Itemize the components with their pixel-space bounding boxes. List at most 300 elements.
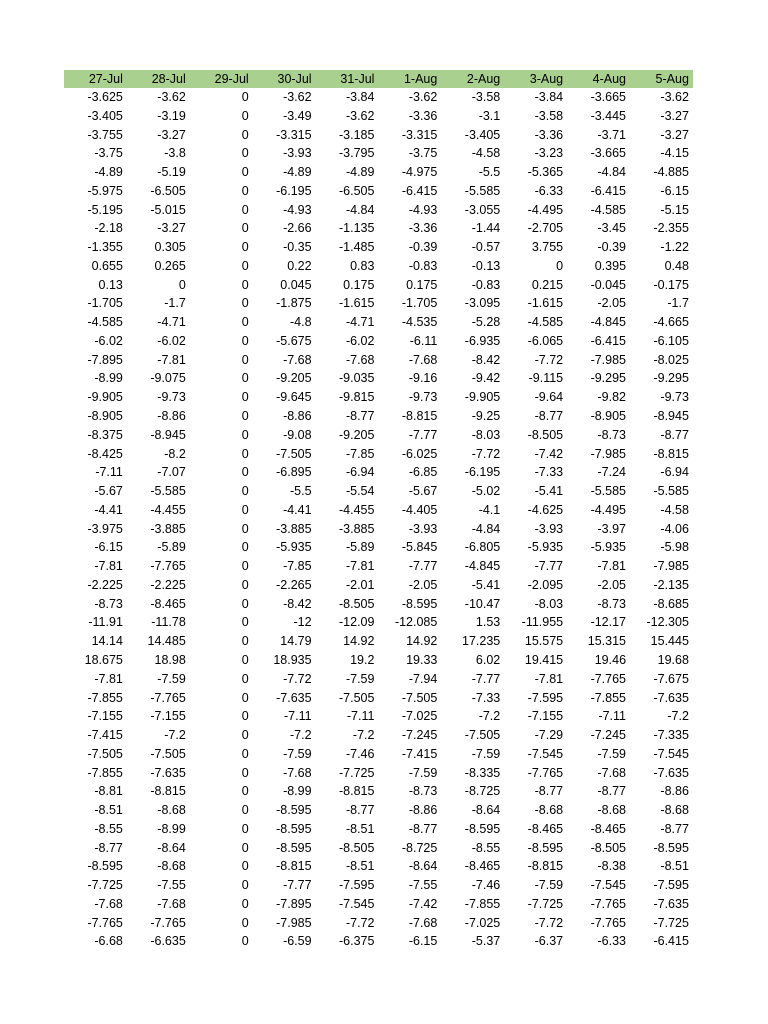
table-cell: 0 (241, 258, 249, 273)
table-cell: -7.59 (597, 746, 627, 761)
table-cell: 0 (241, 671, 249, 686)
table-cell: -2.095 (527, 577, 564, 592)
table-row (64, 482, 693, 501)
table-cell: -7.765 (590, 671, 627, 686)
table-cell: -9.73 (157, 390, 186, 405)
table-cell: -6.15 (94, 540, 123, 555)
table-cell: -8.73 (597, 427, 627, 442)
table-cell: -4.405 (401, 502, 438, 517)
table-cell: -8.465 (464, 859, 501, 874)
table-cell: -7.725 (87, 878, 123, 893)
table-cell: -7.2 (290, 728, 312, 743)
table-cell: -7.11 (346, 709, 375, 724)
table-cell: -8.505 (590, 840, 627, 855)
table-row (64, 238, 693, 257)
table-row (64, 801, 693, 820)
table-cell: 0 (241, 484, 249, 499)
table-cell: -1.705 (87, 296, 123, 311)
table-cell: -1.875 (276, 296, 312, 311)
table-cell: 19.68 (657, 652, 689, 667)
table-cell: 0 (241, 803, 249, 818)
table-cell: -3.27 (660, 108, 689, 123)
table-cell: 18.98 (154, 652, 186, 667)
table-cell: -6.195 (276, 183, 312, 198)
table-row (64, 839, 693, 858)
table-cell: -3.75 (94, 146, 123, 161)
table-cell: -8.99 (157, 821, 186, 836)
table-cell: -8.025 (653, 352, 689, 367)
table-cell: -4.1 (478, 502, 501, 517)
table-cell: 0 (241, 577, 249, 592)
table-cell: -8.77 (660, 821, 689, 836)
table-cell: -1.7 (667, 296, 689, 311)
table-cell: -6.15 (408, 934, 438, 949)
table-cell: -4.585 (87, 315, 123, 330)
table-cell: -7.635 (653, 765, 689, 780)
table-cell: -7.505 (276, 446, 312, 461)
table-row (64, 895, 693, 914)
table-cell: -7.025 (464, 915, 501, 930)
table-cell: -5.19 (157, 165, 186, 180)
table-cell: -8.68 (157, 803, 186, 818)
table-cell: -3.62 (345, 108, 375, 123)
table-cell: 0 (241, 390, 249, 405)
table-cell: -8.64 (471, 803, 501, 818)
table-cell: -7.94 (408, 671, 438, 686)
table-cell: -4.495 (590, 502, 627, 517)
table-cell: -3.23 (534, 146, 564, 161)
table-cell: 0 (241, 840, 249, 855)
column-header: 31-Jul (340, 72, 375, 86)
table-cell: -6.635 (150, 934, 186, 949)
table-cell: -5.15 (660, 202, 689, 217)
table-cell: -2.705 (527, 221, 564, 236)
table-cell: 0.265 (154, 258, 186, 273)
table-cell: -8.465 (590, 821, 627, 836)
table-cell: -3.885 (339, 521, 375, 536)
table-cell: 15.445 (650, 634, 689, 649)
column-header: 4-Aug (592, 72, 627, 86)
table-cell: -9.645 (276, 390, 312, 405)
table-cell: -5.02 (471, 484, 501, 499)
table-cell: -4.41 (283, 502, 312, 517)
table-cell: -8.685 (653, 596, 689, 611)
table-cell: 0 (241, 146, 249, 161)
table-cell: -8.99 (283, 784, 312, 799)
table-cell: -0.83 (408, 258, 438, 273)
table-cell: 0 (241, 690, 249, 705)
table-cell: -1.7 (164, 296, 186, 311)
table-cell: -5.41 (534, 484, 564, 499)
table-cell: -9.73 (660, 390, 689, 405)
table-cell: -2.225 (150, 577, 186, 592)
table-cell: -8.86 (157, 409, 186, 424)
table-row (64, 726, 693, 745)
table-cell: -6.02 (345, 333, 375, 348)
table-cell: -4.89 (94, 165, 123, 180)
table-cell: -7.11 (598, 709, 627, 724)
table-row (64, 332, 693, 351)
table-cell: 19.46 (594, 652, 627, 667)
table-cell: -7.545 (590, 878, 627, 893)
table-row (64, 201, 693, 220)
table-row (64, 219, 693, 238)
table-cell: -7.2 (164, 728, 186, 743)
table-cell: -3.095 (464, 296, 501, 311)
table-cell: -7.77 (471, 671, 501, 686)
table-cell: -7.855 (87, 765, 123, 780)
table-cell: 0 (241, 277, 249, 292)
table-cell: -8.725 (464, 784, 501, 799)
table-cell: -7.85 (345, 446, 375, 461)
table-cell: -3.975 (87, 521, 123, 536)
table-cell: -6.94 (660, 465, 689, 480)
table-row (64, 764, 693, 783)
table-row (64, 707, 693, 726)
table-cell: -8.815 (401, 409, 438, 424)
column-header: 3-Aug (529, 72, 564, 86)
table-cell: -0.045 (590, 277, 627, 292)
table-cell: -8.51 (660, 859, 689, 874)
table-cell: -3.36 (534, 127, 564, 142)
table-cell: -7.77 (408, 427, 438, 442)
table-cell: -7.155 (87, 709, 123, 724)
table-cell: -7.635 (653, 896, 689, 911)
table-cell: -7.505 (87, 746, 123, 761)
table-cell: -8.815 (150, 784, 186, 799)
table-cell: -3.62 (660, 90, 689, 104)
table-cell: -7.2 (352, 728, 375, 743)
table-cell: -12.305 (646, 615, 689, 630)
table-cell: -4.8 (290, 315, 312, 330)
table-cell: -8.595 (527, 840, 564, 855)
table-cell: -6.415 (590, 183, 627, 198)
table-cell: -6.025 (401, 446, 438, 461)
table-cell: -7.68 (157, 896, 186, 911)
table-cell: -3.185 (339, 127, 375, 142)
column-header: 27-Jul (88, 72, 123, 86)
table-cell: -4.84 (345, 202, 375, 217)
table-cell: -7.77 (283, 878, 312, 893)
table-cell: -6.505 (150, 183, 186, 198)
table-cell: -8.815 (276, 859, 312, 874)
table-cell: -9.205 (276, 371, 312, 386)
table-cell: -3.8 (164, 146, 186, 161)
table-cell: -0.57 (471, 240, 501, 255)
table-cell: 0 (241, 896, 249, 911)
table-row (64, 651, 693, 670)
table-cell: 0 (241, 540, 249, 555)
table-cell: -3.93 (408, 521, 438, 536)
table-cell: -0.35 (283, 240, 312, 255)
table-cell: 0 (241, 728, 249, 743)
table-cell: -3.055 (464, 202, 501, 217)
table-cell: -7.505 (464, 728, 501, 743)
table-row (64, 126, 693, 145)
table-cell: -4.15 (660, 146, 689, 161)
table-cell: -7.895 (276, 896, 312, 911)
table-cell: -4.845 (464, 559, 501, 574)
table-cell: -1.44 (471, 221, 501, 236)
table-cell: 0 (241, 934, 249, 949)
table-cell: -4.885 (653, 165, 689, 180)
table-cell: 0 (178, 277, 186, 292)
table-cell: -5.89 (157, 540, 186, 555)
table-cell: -12.17 (590, 615, 627, 630)
table-cell: -3.755 (87, 127, 123, 142)
table-row (64, 276, 693, 295)
table-row (64, 689, 693, 708)
table-cell: -5.585 (464, 183, 501, 198)
table-row (64, 351, 693, 370)
table-cell: -2.05 (597, 296, 627, 311)
table-cell: -3.665 (590, 90, 627, 104)
table-cell: -8.815 (527, 859, 564, 874)
table-cell: 0.13 (98, 277, 123, 292)
table-row (64, 144, 693, 163)
table-cell: -8.77 (534, 409, 564, 424)
table-cell: -7.81 (157, 352, 186, 367)
table-cell: -9.42 (471, 371, 501, 386)
table-row (64, 520, 693, 539)
table-cell: -3.62 (157, 90, 186, 104)
table-cell: -4.585 (527, 315, 564, 330)
table-cell: -6.59 (283, 934, 312, 949)
table-cell: -4.89 (283, 165, 312, 180)
table-cell: -7.985 (276, 915, 312, 930)
table-cell: 0.48 (664, 258, 689, 273)
table-cell: 14.485 (147, 634, 186, 649)
table-row (64, 782, 693, 801)
table-cell: 0 (241, 333, 249, 348)
table-cell: -7.855 (87, 690, 123, 705)
table-row (64, 595, 693, 614)
table-cell: 0 (241, 409, 249, 424)
table-cell: -8.815 (653, 446, 689, 461)
table-cell: -4.93 (408, 202, 438, 217)
table-cell: -8.86 (660, 784, 689, 799)
table-cell: -2.355 (653, 221, 689, 236)
table-cell: -4.585 (590, 202, 627, 217)
table-cell: -7.895 (87, 352, 123, 367)
table-cell: -7.42 (534, 446, 564, 461)
table-cell: -7.59 (471, 746, 501, 761)
table-cell: 0 (241, 615, 249, 630)
table-cell: -4.845 (590, 315, 627, 330)
table-cell: 0 (241, 165, 249, 180)
table-cell: -4.975 (401, 165, 438, 180)
table-cell: 0 (241, 221, 249, 236)
table-cell: -7.415 (401, 746, 438, 761)
table-cell: -7.72 (471, 446, 501, 461)
table-cell: -8.595 (401, 596, 438, 611)
table-cell: -7.985 (590, 446, 627, 461)
table-cell: -7.72 (345, 915, 375, 930)
table-cell: 0 (241, 652, 249, 667)
table-cell: -6.68 (94, 934, 123, 949)
table-cell: -8.68 (534, 803, 564, 818)
table-cell: 0.22 (287, 258, 312, 273)
table-cell: -7.765 (590, 915, 627, 930)
table-cell: -1.615 (527, 296, 564, 311)
table-cell: 0 (241, 202, 249, 217)
table-cell: -9.295 (653, 371, 689, 386)
table-cell: -7.81 (597, 559, 627, 574)
table-cell: -7.855 (590, 690, 627, 705)
table-cell: -4.71 (345, 315, 375, 330)
table-cell: -9.73 (408, 390, 438, 405)
table-cell: -8.725 (401, 840, 438, 855)
table-cell: -8.77 (534, 784, 564, 799)
table-cell: -6.415 (590, 333, 627, 348)
table-cell: -3.315 (276, 127, 312, 142)
table-cell: -8.73 (408, 784, 438, 799)
table-cell: -7.595 (339, 878, 375, 893)
table-cell: -12.09 (339, 615, 375, 630)
table-cell: -3.93 (534, 521, 564, 536)
table-row (64, 463, 693, 482)
table-cell: -1.355 (87, 240, 123, 255)
table-cell: -5.935 (276, 540, 312, 555)
table-cell: -12 (293, 615, 312, 630)
table-cell: -4.71 (157, 315, 186, 330)
table-cell: -3.405 (87, 108, 123, 123)
table-cell: -9.035 (339, 371, 375, 386)
table-cell: -8.425 (87, 446, 123, 461)
table-cell: -12.085 (394, 615, 438, 630)
table-row (64, 407, 693, 426)
table-cell: -5.37 (471, 934, 501, 949)
table-cell: 15.575 (524, 634, 564, 649)
column-header: 1-Aug (403, 72, 438, 86)
table-cell: -7.635 (653, 690, 689, 705)
table-cell: -8.595 (276, 821, 312, 836)
table-cell: -5.015 (150, 202, 186, 217)
table-cell: -3.1 (478, 108, 501, 123)
table-cell: 0 (241, 446, 249, 461)
table-cell: -6.415 (653, 934, 689, 949)
table-cell: -3.62 (408, 90, 438, 104)
table-cell: -7.68 (283, 352, 312, 367)
table-cell: -9.25 (471, 409, 501, 424)
table-cell: -7.68 (345, 352, 375, 367)
table-cell: -3.27 (157, 221, 186, 236)
table-cell: -3.58 (534, 108, 564, 123)
table-cell: -3.795 (339, 146, 375, 161)
table-cell: -6.11 (409, 333, 438, 348)
table-cell: -3.84 (345, 90, 375, 104)
table-cell: 6.02 (475, 652, 501, 667)
table-cell: -8.77 (345, 803, 375, 818)
table-cell: -7.46 (471, 878, 501, 893)
table-cell: -5.585 (150, 484, 186, 499)
table-cell: -7.505 (401, 690, 438, 705)
table-cell: 0 (241, 746, 249, 761)
table-cell: -7.635 (150, 765, 186, 780)
table-cell: -8.03 (534, 596, 564, 611)
table-cell: -4.495 (527, 202, 564, 217)
table-cell: -3.84 (534, 90, 564, 104)
table-cell: -1.22 (660, 240, 689, 255)
table-cell: -2.18 (94, 221, 123, 236)
table-cell: -6.15 (660, 183, 689, 198)
table-cell: -7.72 (283, 671, 312, 686)
table-row (64, 670, 693, 689)
table-cell: -7.29 (534, 728, 564, 743)
table-cell: -3.45 (597, 221, 627, 236)
table-row (64, 857, 693, 876)
table-cell: -7.11 (283, 709, 312, 724)
table-cell: -7.72 (534, 915, 564, 930)
table-cell: -2.265 (276, 577, 312, 592)
table-cell: -2.05 (597, 577, 627, 592)
table-cell: -6.94 (345, 465, 375, 480)
table-cell: -5.365 (527, 165, 564, 180)
table-cell: -5.585 (653, 484, 689, 499)
table-cell: -3.315 (401, 127, 438, 142)
table-cell: -7.545 (653, 746, 689, 761)
table-cell: -9.16 (408, 371, 438, 386)
table-cell: -9.815 (339, 390, 375, 405)
table-cell: 0 (241, 371, 249, 386)
table-cell: -6.065 (527, 333, 564, 348)
table-cell: -7.155 (150, 709, 186, 724)
table-cell: -7.765 (150, 915, 186, 930)
table-cell: -8.505 (339, 840, 375, 855)
table-cell: -4.84 (597, 165, 627, 180)
table-cell: -7.725 (653, 915, 689, 930)
table-cell: -7.77 (408, 559, 438, 574)
table-cell: -4.41 (94, 502, 123, 517)
table-cell: -6.895 (276, 465, 312, 480)
table-cell: 14.92 (406, 634, 438, 649)
table-cell: -7.635 (276, 690, 312, 705)
table-cell: 0 (241, 784, 249, 799)
table-cell: -3.445 (590, 108, 627, 123)
table-row (64, 294, 693, 313)
table-cell: -8.55 (94, 821, 123, 836)
table-cell: 0.655 (91, 258, 123, 273)
table-cell: 0.175 (406, 277, 438, 292)
table-cell: -5.5 (290, 484, 312, 499)
table-cell: 0 (241, 315, 249, 330)
table-cell: -7.85 (283, 559, 312, 574)
table-cell: -8.64 (157, 840, 186, 855)
table-cell: -7.07 (157, 465, 186, 480)
table-cell: -7.81 (345, 559, 375, 574)
table-cell: -2.135 (653, 577, 689, 592)
table-cell: -4.84 (471, 521, 501, 536)
table-cell: -9.905 (87, 390, 123, 405)
table-cell: -8.64 (408, 859, 438, 874)
table-cell: 1.53 (475, 615, 501, 630)
table-cell: 0 (241, 915, 249, 930)
table-cell: -0.39 (597, 240, 627, 255)
table-cell: 0 (241, 634, 249, 649)
table-cell: -7.24 (597, 465, 627, 480)
table-cell: -7.68 (283, 765, 312, 780)
table-cell: -7.595 (653, 878, 689, 893)
table-cell: -3.27 (157, 127, 186, 142)
table-cell: -7.2 (478, 709, 501, 724)
table-cell: 0 (241, 108, 249, 123)
table-cell: -7.55 (157, 878, 186, 893)
table-cell: 0 (241, 90, 249, 104)
table-cell: -8.73 (597, 596, 627, 611)
table-cell: -4.455 (339, 502, 375, 517)
table-cell: -6.105 (653, 333, 689, 348)
table-cell: -5.67 (94, 484, 123, 499)
